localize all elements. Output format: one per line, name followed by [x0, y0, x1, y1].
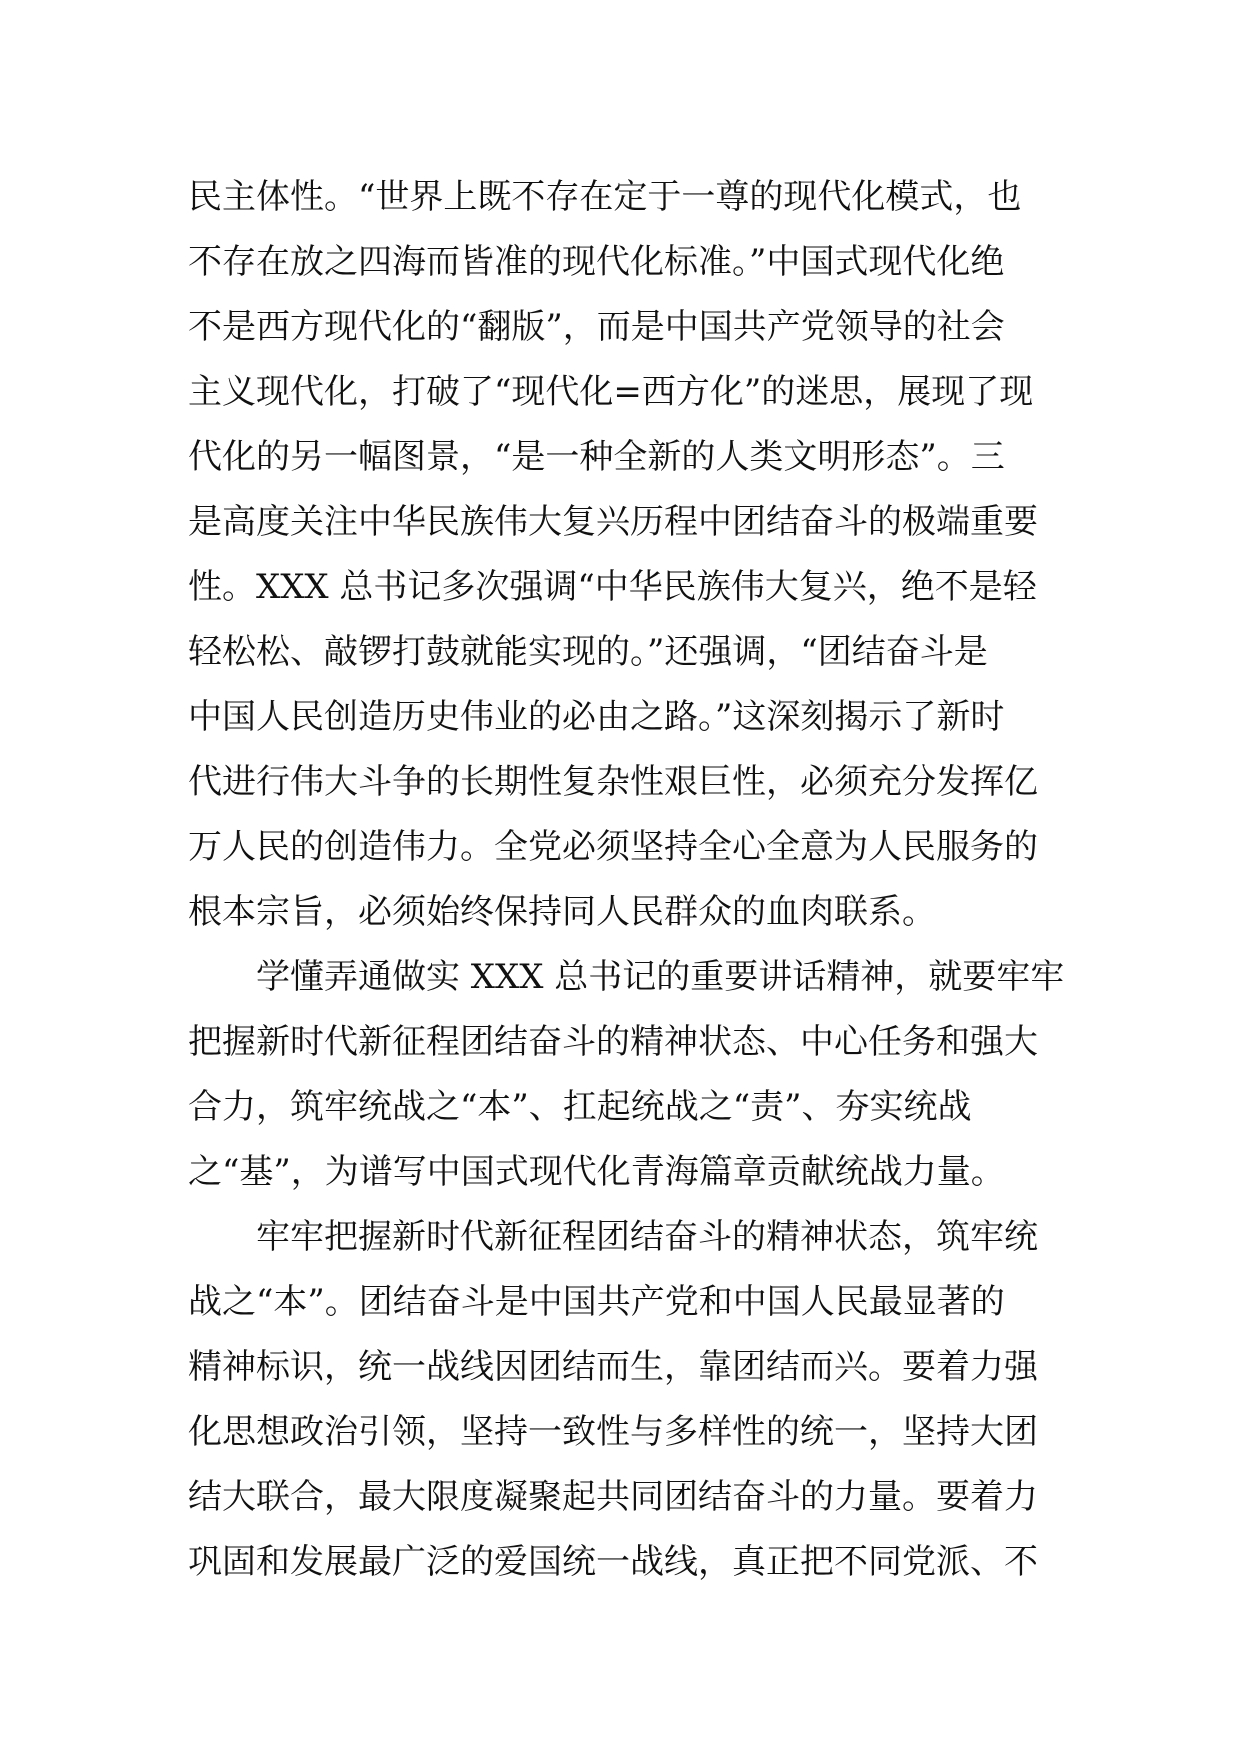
- text-line: 把握新时代新征程团结奋斗的精神状态、中心任务和强大: [188, 1022, 1038, 1062]
- text-line: 是高度关注中华民族伟大复兴历程中团结奋斗的极端重要: [188, 502, 1038, 542]
- text-line: 民主体性。“世界上既不存在定于一尊的现代化模式，也: [188, 177, 1022, 217]
- text-line: 中国人民创造历史伟业的必由之路。”这深刻揭示了新时: [188, 697, 1005, 737]
- text-line: 代进行伟大斗争的长期性复杂性艰巨性，必须充分发挥亿: [188, 762, 1038, 802]
- text-line: 化思想政治引领，坚持一致性与多样性的统一，坚持大团: [188, 1412, 1038, 1452]
- paragraph-2: [188, 945, 1065, 1205]
- text-line: 牢牢把握新时代新征程团结奋斗的精神状态，筑牢统: [256, 1217, 1038, 1257]
- text-line: 根本宗旨，必须始终保持同人民群众的血肉联系。: [188, 892, 936, 932]
- text-line: 结大联合，最大限度凝聚起共同团结奋斗的力量。要着力: [188, 1477, 1038, 1517]
- text-line: 之“基”，为谱写中国式现代化青海篇章贡献统战力量。: [188, 1152, 1005, 1192]
- text-line: 轻松松、敲锣打鼓就能实现的。”还强调，“团结奋斗是: [188, 632, 988, 672]
- document-body: [188, 165, 1065, 1595]
- text-line: 战之“本”。团结奋斗是中国共产党和中国人民最显著的: [188, 1282, 1005, 1322]
- text-line: 学懂弄通做实 XXX 总书记的重要讲话精神，就要牢牢: [256, 957, 1065, 997]
- paragraph-1: [188, 165, 1058, 945]
- text-line: 合力，筑牢统战之“本”、扛起统战之“责”、夯实统战: [188, 1087, 972, 1127]
- text-line: 性。XXX 总书记多次强调“中华民族伟大复兴，绝不是轻: [188, 567, 1037, 607]
- text-line: 精神标识，统一战线因团结而生，靠团结而兴。要着力强: [188, 1347, 1038, 1387]
- paragraph-3: [188, 1205, 1058, 1595]
- text-line: 巩固和发展最广泛的爱国统一战线，真正把不同党派、不: [188, 1542, 1038, 1582]
- text-line: 不存在放之四海而皆准的现代化标准。”中国式现代化绝: [188, 242, 1005, 282]
- text-line: 万人民的创造伟力。全党必须坚持全心全意为人民服务的: [188, 827, 1038, 867]
- text-line: 主义现代化，打破了“现代化=西方化”的迷思，展现了现: [188, 372, 1034, 412]
- text-line: 代化的另一幅图景，“是一种全新的人类文明形态”。三: [188, 437, 1005, 477]
- text-line: 不是西方现代化的“翻版”，而是中国共产党领导的社会: [188, 307, 1005, 347]
